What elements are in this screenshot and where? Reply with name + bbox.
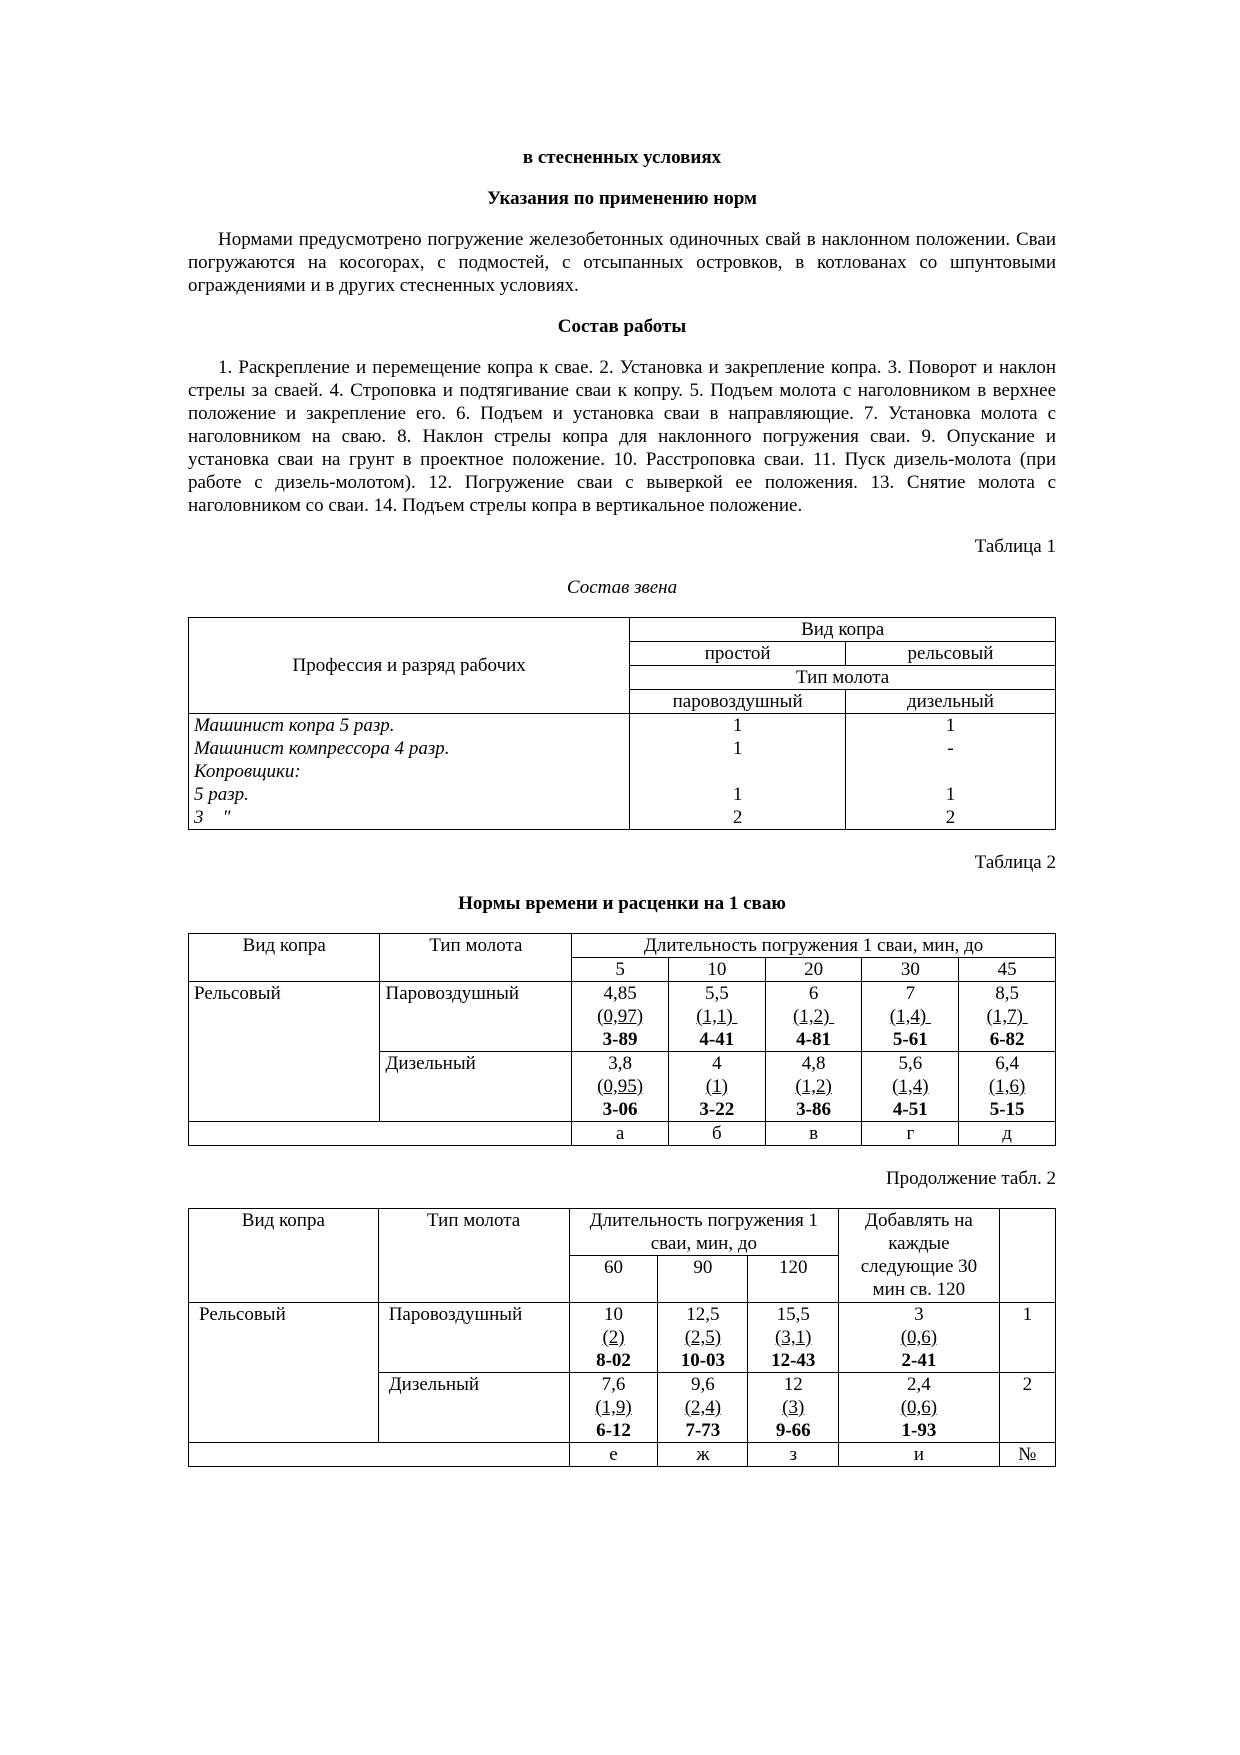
norm-time: 7 (905, 983, 916, 1004)
cell-value: 1 (732, 715, 743, 736)
norm-cell (658, 1373, 748, 1443)
table-row (189, 1303, 1056, 1373)
table-row (189, 1052, 1056, 1122)
norm-time: 5,5 (704, 983, 729, 1004)
table-cell (845, 714, 1055, 830)
kopra-name: Рельсовый (189, 982, 380, 1052)
norms-table-continued (188, 1208, 1056, 1467)
table1-label: Таблица 1 (974, 536, 1056, 557)
norm-price: 9-66 (775, 1420, 811, 1441)
cell-value: - (947, 738, 954, 759)
norm-time: 12 (783, 1374, 803, 1395)
norm-price: 1-93 (901, 1420, 937, 1441)
norm-time: 15,5 (776, 1304, 810, 1325)
norm-cell (668, 1052, 765, 1122)
cell-value: 2 (732, 807, 743, 828)
norm-price: 3-86 (796, 1099, 831, 1120)
norm-workers: (2,4) (684, 1397, 722, 1418)
norm-workers: (0,95) (597, 1076, 644, 1097)
norm-workers: (0,6) (900, 1397, 938, 1418)
norm-workers: (0,6) (900, 1327, 938, 1348)
table-cell (189, 1052, 380, 1122)
instructions-heading: Указания по применению норм (487, 188, 757, 209)
norm-time: 2,4 (907, 1374, 931, 1395)
norm-cell (569, 1373, 658, 1443)
norm-workers: (1,4) (889, 1006, 931, 1027)
duration-header: 90 (658, 1256, 748, 1303)
table-row (189, 1122, 1056, 1146)
norm-price: 4-41 (699, 1029, 735, 1050)
norm-cell (572, 982, 669, 1052)
norm-cell (572, 1052, 669, 1122)
column-letter: е (569, 1443, 658, 1467)
norm-cell (862, 982, 959, 1052)
norm-cell (569, 1303, 658, 1373)
table3-label: Продолжение табл. 2 (885, 1168, 1056, 1189)
norm-cell (839, 1303, 999, 1373)
norm-price: 5-15 (989, 1099, 1025, 1120)
col-header-profession: Профессия и разряд рабочих (189, 618, 630, 714)
document-page (188, 146, 1056, 1467)
norm-cell (668, 982, 765, 1052)
column-letter: ж (658, 1443, 748, 1467)
norm-time: 4 (712, 1053, 722, 1074)
norm-time: 7,6 (601, 1374, 626, 1395)
norm-price: 8-02 (596, 1350, 631, 1371)
col-header-diz: дизельный (845, 690, 1055, 714)
table2-label: Таблица 2 (974, 852, 1056, 873)
molot-name: Паровоздушный (380, 982, 572, 1052)
row-number: 2 (999, 1373, 1055, 1443)
norm-price: 3-22 (699, 1099, 735, 1120)
row-name: Копровщики: (194, 761, 301, 782)
norm-workers: (1,9) (595, 1397, 632, 1418)
norm-time: 12,5 (686, 1304, 720, 1325)
row-number: 1 (999, 1303, 1055, 1373)
col-header-kopra: Вид копра (189, 1209, 379, 1303)
col-header-molot: Тип молота (380, 934, 572, 982)
norm-price: 3-06 (602, 1099, 638, 1120)
norm-price: 12-43 (771, 1350, 816, 1371)
work-text: 1. Раскрепление и перемещение копра к свае. 2. Установка и закрепление копра. 3. Поворот и наклон стрелы за сваей. 4. Строповка и подтягивание сваи к копру. 5. Подъем молота с наголовником в верхнее положение и закрепление его. 6. Подъем и установка сваи в направляющие. 7. Установка молота с наголовником на сваю. 8. Наклон стрелы копра для наклонного погружения сваи. 9. Опускание и установка сваи на грунт в проектное положение. 10. Расстроповка сваи. 11. Пуск дизель-молота (при работе с дизель-молотом). 12. Погружение сваи с выверкой ее положения. 13. Снятие молота с наголовником со сваи. 14. Подъем стрелы копра в вертикальное положение. (188, 357, 1056, 516)
norm-price: 6-12 (596, 1420, 631, 1441)
norm-cell (959, 982, 1056, 1052)
norm-workers: (1,7) (986, 1006, 1028, 1027)
cell-value: 1 (732, 784, 743, 805)
norm-price: 6-82 (989, 1029, 1025, 1050)
table-cell (189, 714, 630, 830)
col-header-relsovy: рельсовый (845, 642, 1055, 666)
crew-table (188, 617, 1056, 830)
table-cell (630, 714, 846, 830)
norm-time: 10 (604, 1304, 624, 1325)
duration-header: 45 (959, 958, 1056, 982)
cell-value: 2 (945, 807, 956, 828)
norm-workers: (2,5) (684, 1327, 722, 1348)
norm-time: 5,6 (898, 1053, 923, 1074)
norm-price: 10-03 (680, 1350, 726, 1371)
molot-name: Дизельный (378, 1373, 569, 1443)
norm-time: 3 (914, 1304, 924, 1325)
cell-value: 1 (732, 738, 743, 759)
duration-header: 120 (748, 1256, 839, 1303)
row-name: Машинист копра 5 разр. (194, 715, 395, 736)
col-header-kopra: Вид копра (630, 618, 1056, 642)
norms-table (188, 933, 1056, 1146)
kopra-name: Рельсовый (189, 1303, 379, 1373)
table-row (189, 982, 1056, 1052)
column-letter: з (748, 1443, 839, 1467)
norm-workers: (1,6) (988, 1076, 1026, 1097)
norm-time: 4,85 (603, 983, 637, 1004)
duration-header: 20 (765, 958, 862, 982)
duration-header: 60 (569, 1256, 658, 1303)
table-cell (189, 1443, 570, 1467)
norm-time: 3,8 (608, 1053, 632, 1074)
table-cell (189, 1122, 572, 1146)
column-letter: г (862, 1122, 959, 1146)
table1-caption: Состав звена (566, 577, 678, 598)
row-name: 3 " (194, 807, 231, 828)
duration-header: 30 (862, 958, 959, 982)
col-header-duration: Длительность погружения 1 сваи, мин, до (572, 934, 1056, 958)
column-letter: в (765, 1122, 862, 1146)
col-header-par: паровоздушный (630, 690, 846, 714)
table-row (189, 1373, 1056, 1443)
norm-cell (748, 1373, 839, 1443)
norm-price: 7-73 (685, 1420, 721, 1441)
column-letter: и (839, 1443, 999, 1467)
col-header-duration: Длительность погружения 1 сваи, мин, до (569, 1209, 839, 1256)
norm-workers: (1,2) (795, 1076, 832, 1097)
row-name: Машинист компрессора 4 разр. (194, 738, 450, 759)
col-header-molot: Тип молота (630, 666, 1056, 690)
duration-header: 10 (668, 958, 765, 982)
molot-name: Дизельный (380, 1052, 572, 1122)
norm-time: 6,4 (995, 1053, 1019, 1074)
norm-price: 3-89 (602, 1029, 638, 1050)
instructions-text: Нормами предусмотрено погружение железобетонных одиночных свай в наклонном положении. Сваи погружаются на косогорах, с подмостей, с отсыпанных островков, в котлованах со шпунтовыми ограждениями и в других стесненных условиях. (188, 229, 1056, 296)
norm-workers: (1,4) (892, 1076, 929, 1097)
cell-value: 1 (945, 784, 956, 805)
norm-workers: (1) (705, 1076, 728, 1097)
column-letter: а (572, 1122, 669, 1146)
norm-price: 5-61 (892, 1029, 928, 1050)
col-header-molot: Тип молота (378, 1209, 569, 1303)
cell-value: 1 (945, 715, 956, 736)
col-header-add: Добавлять на каждые следующие 30 мин св. 120 (839, 1209, 999, 1303)
norm-price: 4-81 (796, 1029, 831, 1050)
table-cell (189, 1373, 379, 1443)
col-header-prostoy: простой (630, 642, 846, 666)
norm-cell (862, 1052, 959, 1122)
norm-cell (959, 1052, 1056, 1122)
norm-workers: (3) (782, 1397, 805, 1418)
column-letter: б (668, 1122, 765, 1146)
norm-price: 4-51 (892, 1099, 928, 1120)
norm-cell (658, 1303, 748, 1373)
norm-cell (839, 1373, 999, 1443)
norm-cell (765, 982, 862, 1052)
norm-time: 6 (808, 983, 819, 1004)
column-letter: д (959, 1122, 1056, 1146)
cell-value (851, 760, 1050, 783)
norm-cell (748, 1303, 839, 1373)
norm-workers: (3,1) (775, 1327, 812, 1348)
table2-caption: Нормы времени и расценки на 1 сваю (458, 893, 786, 914)
row-name: 5 разр. (194, 784, 249, 805)
norm-time: 8,5 (995, 983, 1019, 1004)
work-heading: Состав работы (557, 316, 687, 337)
norm-price: 2-41 (901, 1350, 937, 1371)
number-symbol: № (999, 1443, 1055, 1467)
norm-workers: (0,97) (597, 1006, 644, 1027)
molot-name: Паровоздушный (378, 1303, 569, 1373)
norm-time: 4,8 (801, 1053, 826, 1074)
norm-cell (765, 1052, 862, 1122)
norm-workers: (1,1) (696, 1006, 738, 1027)
table-row (189, 1443, 1056, 1467)
header-title: в стесненных условиях (522, 147, 722, 168)
norm-time: 9,6 (691, 1374, 715, 1395)
norm-workers: (2) (602, 1327, 625, 1348)
table-cell (999, 1209, 1055, 1303)
col-header-kopra: Вид копра (189, 934, 380, 982)
norm-workers: (1,2) (793, 1006, 835, 1027)
duration-header: 5 (572, 958, 669, 982)
cell-value (635, 760, 840, 783)
